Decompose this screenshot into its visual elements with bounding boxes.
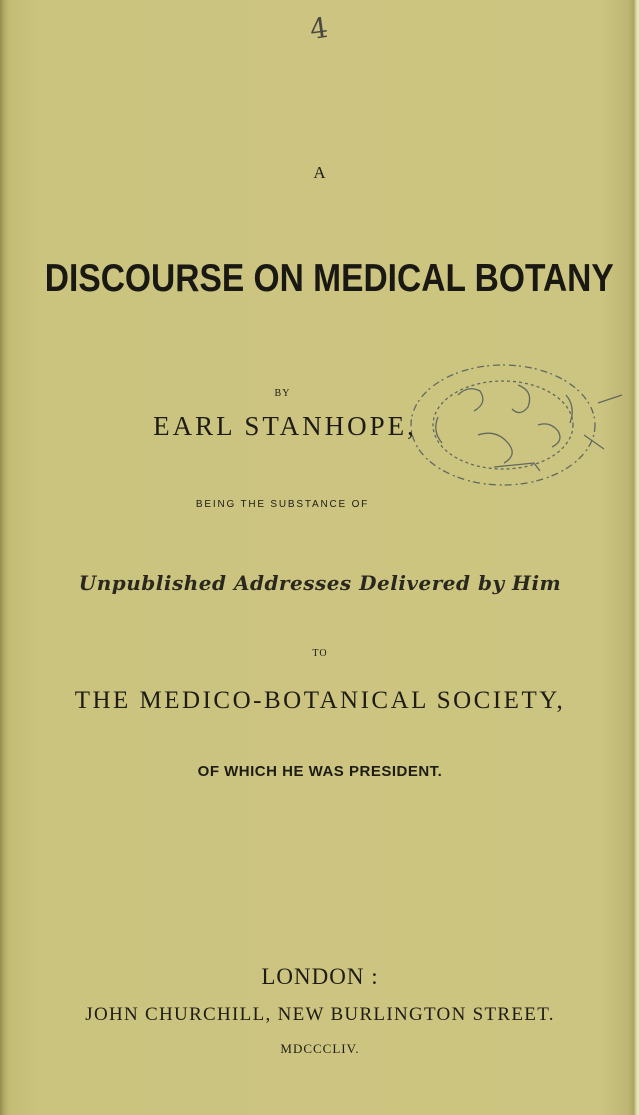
imprint-city: LONDON : bbox=[261, 964, 379, 989]
to-line: TO bbox=[312, 648, 328, 659]
being-line: BEING THE SUBSTANCE OF bbox=[195, 499, 370, 510]
president-line: OF WHICH HE WAS PRESIDENT. bbox=[197, 763, 443, 780]
by-line: BY bbox=[274, 388, 291, 399]
addresses-line: Unpublished Addresses Delivered by Him bbox=[78, 571, 562, 595]
imprint-year: MDCCCLIV. bbox=[280, 1041, 360, 1056]
library-stamp bbox=[398, 355, 640, 495]
imprint-publisher: JOHN CHURCHILL, NEW BURLINGTON STREET. bbox=[85, 1004, 555, 1025]
title-article: A bbox=[313, 163, 327, 182]
author-name: EARL STANHOPE, bbox=[153, 411, 417, 441]
book-title: DISCOURSE ON MEDICAL BOTANY bbox=[44, 257, 614, 300]
handwritten-mark: 4 bbox=[307, 10, 331, 47]
society-name: THE MEDICO-BOTANICAL SOCIETY, bbox=[74, 687, 566, 714]
